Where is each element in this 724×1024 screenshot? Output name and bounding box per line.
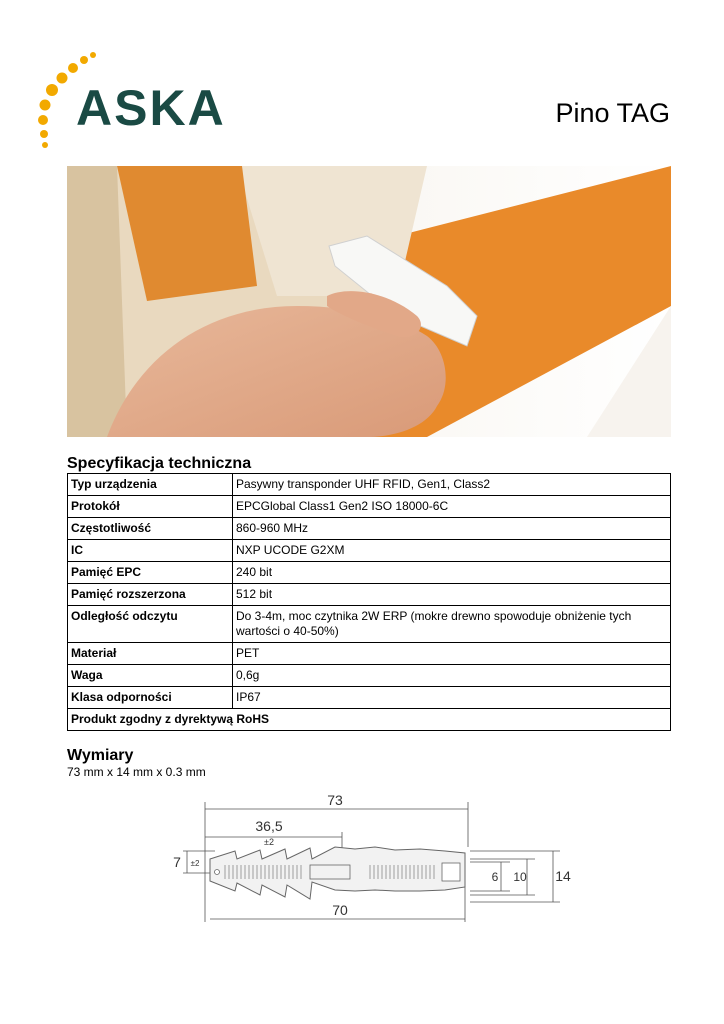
logo-text: ASKA <box>76 80 226 136</box>
dimensions-heading: Wymiary <box>67 747 134 764</box>
spec-table <box>67 473 671 731</box>
row-value: NXP UCODE G2XM <box>233 540 671 562</box>
dim-70: 70 <box>332 902 348 918</box>
table-row <box>68 562 671 584</box>
table-footer-row <box>68 709 671 731</box>
row-value: Do 3-4m, moc czytnika 2W ERP (mokre drewno spowoduje obniżenie tych wartości o 40-50%) <box>233 606 671 643</box>
row-label: Klasa odporności <box>68 687 233 709</box>
tag-outline <box>210 847 465 899</box>
row-label: IC <box>68 540 233 562</box>
row-label: Waga <box>68 665 233 687</box>
table-row <box>68 584 671 606</box>
table-row <box>68 665 671 687</box>
row-label: Pamięć EPC <box>68 562 233 584</box>
row-value: EPCGlobal Class1 Gen2 ISO 18000-6C <box>233 496 671 518</box>
row-value: PET <box>233 643 671 665</box>
row-value: 512 bit <box>233 584 671 606</box>
table-row <box>68 518 671 540</box>
dim-73: 73 <box>327 792 343 808</box>
table-row <box>68 496 671 518</box>
product-photo <box>67 166 671 437</box>
row-label: Typ urządzenia <box>68 474 233 496</box>
spec-heading: Specyfikacja techniczna <box>67 455 252 472</box>
dim-6: 6 <box>491 870 499 884</box>
rohs-note: Produkt zgodny z dyrektywą RoHS <box>68 709 671 731</box>
table-row <box>68 643 671 665</box>
row-label: Odległość odczytu <box>68 606 233 643</box>
dim-tolerance: ±2 <box>264 837 274 847</box>
dim-7: 7 <box>173 854 181 870</box>
row-value: 240 bit <box>233 562 671 584</box>
dimensions-value: 73 mm x 14 mm x 0.3 mm <box>67 765 206 779</box>
dim-7-tolerance: ±2 <box>190 859 200 868</box>
document-title: Pino TAG <box>555 98 670 128</box>
aska-logo <box>36 48 266 153</box>
table-row <box>68 606 671 643</box>
row-value: 0,6g <box>233 665 671 687</box>
row-label: Protokół <box>68 496 233 518</box>
table-row <box>68 540 671 562</box>
dim-14: 14 <box>555 868 571 884</box>
dim-10: 10 <box>513 870 527 884</box>
row-label: Częstotliwość <box>68 518 233 540</box>
row-value: IP67 <box>233 687 671 709</box>
row-label: Materiał <box>68 643 233 665</box>
table-row <box>68 687 671 709</box>
row-label: Pamięć rozszerzona <box>68 584 233 606</box>
dimension-drawing <box>165 787 585 932</box>
dim-36-5: 36,5 <box>255 818 283 834</box>
table-row <box>68 474 671 496</box>
row-value: Pasywny transponder UHF RFID, Gen1, Class2 <box>233 474 671 496</box>
row-value: 860-960 MHz <box>233 518 671 540</box>
